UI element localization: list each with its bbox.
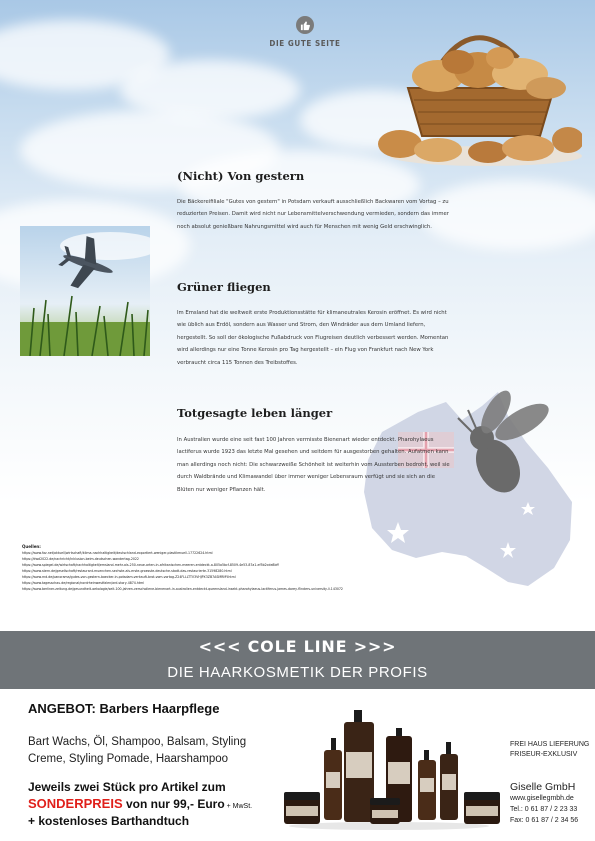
source-link[interactable]: https://www.spiegel.de/wirtschaft/nachhaltigkeit/emsland-mehr-als-250-neue-arten-in-afrikanischen-meeren-entdeckt-a-805a5bcf-8509-4e53-87a1-ef5b2cde8bff [22,563,279,567]
offer-deal [28,780,278,830]
offer-deal-line1: Jeweils zwei Stück pro Artikel zum [28,780,226,794]
sources [22,544,382,592]
logo [269,16,341,48]
company-info [510,740,595,826]
logo-text: DIE GUTE SEITE [269,39,341,48]
article-text-bakery: Die Bäckereifiliale "Gutes von gestern" in Potsdam verkauft ausschließlich Backwaren vom Vortag – zu reduzierten Preisen. Damit wird nicht nur Lebensmittelverschwendung vermieden, sondern das immer noch absolut genießbare Nahrungsmittel wird auch für Menschen mit wenig Geld erschwinglich. [177,199,449,230]
company-phone: Tel.: 0 61 87 / 2 23 33 [510,806,578,813]
source-link[interactable]: https://www.faz.net/aktuell/wirtschaft/klima-nachhaltigkeit/deutschland-exportiert-weniger-plastikmuell-17722624.html [22,551,213,555]
offer-highlight: SONDERPREIS [28,795,123,811]
offer-products: Bart Wachs, Öl, Shampoo, Balsam, Styling Creme, Styling Pomade, Haarshampoo [28,736,247,765]
source-link[interactable]: https://www.stern.de/gesellschaft/restaurant-muenchen-sechste-als-erste-groesste-deutsche-stadt-das-restaurierte-31598280.html [22,569,232,573]
article-title-bee: Totgesagte leben länger [177,406,333,420]
offer-price: von nur 99,- Euro [122,796,225,811]
sources-title: Quellen: [22,544,41,549]
thumbs-up-icon [296,16,314,34]
banner-title: <<< COLE LINE >>> [198,637,397,656]
company-name: Giselle GmbH [510,781,576,793]
bread-basket-image [378,18,582,166]
company-fax: Fax: 0 61 87 / 2 34 56 [510,817,579,824]
delivery-note: FREI HAUS LIEFERUNG [510,741,590,748]
article-text-bee: In Australien wurde eine seit fast 100 Jahren vermisste Bienenart wieder entdeckt. Pharohylaeus lactiferus wurde 1923 das letzte Mal gesehen und seitdem für ausgestorben gehalten. Aufatmen kann man allerdings noch nicht: Die schwarzweiße Schönheit ist weiterhin vom Aussterben bedroht, weil sie durch Waldbrände und Klimawandel über immer weniger Lebensraum verfügt und sie sich an die Blüten nur weniger Pflanzen hält. [177,437,450,493]
cole-line-banner [0,631,595,689]
products-photo [274,702,504,830]
article-text-kerosene: Im Emsland hat die weltweit erste Produktionsstätte für klimaneutrales Kerosin eröffnet. Es wird nicht wie üblich aus Erdöl, sondern aus Wasser und Strom, den Windräder aus dem Umland liefern, hergestellt. So soll der ökologische Fußabdruck von Flugreisen deutlich verbessert werden. Momentan wird allerdings nur eine Tonne Kerosin pro Tag hergestellt – ein Flug von Frankfurt nach New York verbraucht circa 115 Tonnen des Treibstoffes. [177,310,449,366]
article-title-bakery: (Nicht) Von gestern [177,169,305,183]
offer-tax: + MwSt. [224,802,253,810]
source-link[interactable]: https://dwd2022.de/nachricht/inklusion-beim-deutschen-wandertag-2022 [22,557,139,561]
company-website[interactable]: www.gisellegmbh.de [510,795,574,802]
offer-heading: ANGEBOT: Barbers Haarpflege [28,701,220,716]
article-title-kerosene: Grüner fliegen [177,280,271,294]
exclusive-note: FRISEUR-EXKLUSIV [510,751,578,758]
source-link[interactable]: https://www.berliner-zeitung.de/gesundheit-oekologie/seit-100-jahren-verschollene-bienenart-in-australien-entdeckt-queensland-insekt-pharohylaeus-lactiferus-james-dorey-flinders-university-li.143072 [22,587,343,591]
banner-subtitle: DIE HAARKOSMETIK DER PROFIS [167,664,428,681]
source-link[interactable]: https://www.tagesschau.de/regional/nordrheinwestfalen/ard-story-4874.html [22,581,145,585]
airplane-image [20,226,150,356]
source-link[interactable]: https://www.rnd.de/panorama/gutes-von-gestern-baecker-in-potsdam-verkauft-brot-vom-vortag-Z24FLLLTTV3VHJPX3ZB7ASMRMY.html [22,575,236,579]
offer-deal-line3: + kostenloses Barthandtuch [28,814,190,828]
